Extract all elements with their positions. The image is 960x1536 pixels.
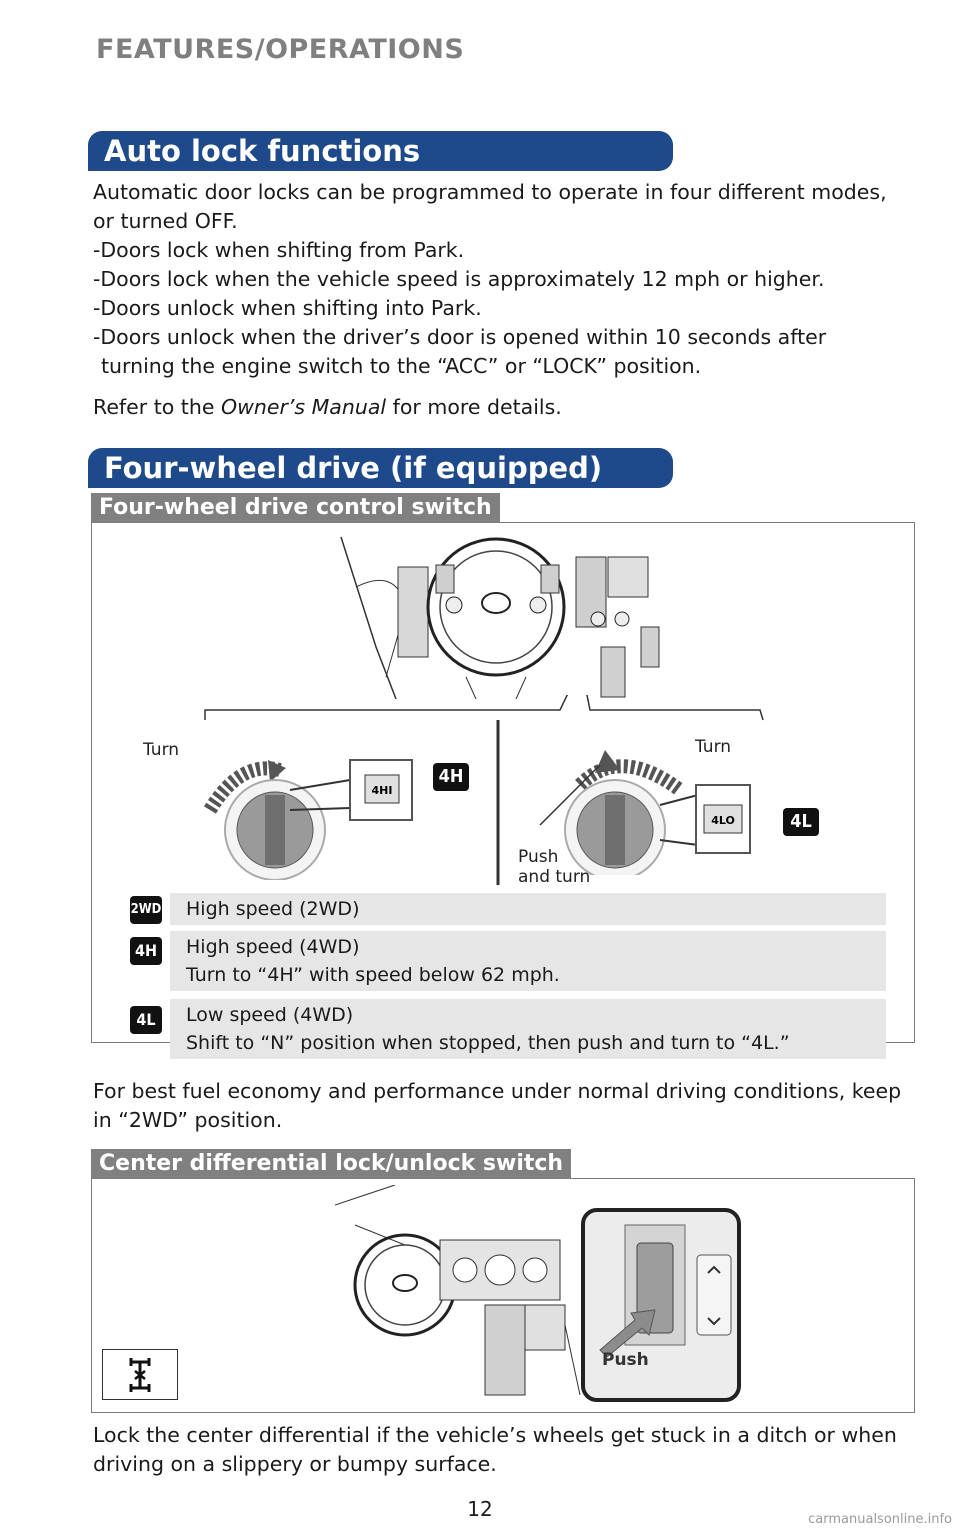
center-diff-lock-icon xyxy=(102,1349,178,1400)
badge-4l: 4L xyxy=(130,1006,162,1034)
refer-suffix: for more details. xyxy=(386,395,562,419)
four-wd-title: Four-wheel drive (if equipped) xyxy=(104,451,603,485)
mode-row-desc: Turn to “4H” with speed below 62 mph. xyxy=(186,964,560,986)
auto-lock-item: turning the engine switch to the “ACC” or “LOCK” position. xyxy=(101,354,702,378)
mode-row-title: High speed (2WD) xyxy=(186,898,360,920)
economy-note: For best fuel economy and performance under normal driving conditions, keep in “2WD” position. xyxy=(93,1079,902,1132)
page-number: 12 xyxy=(467,1497,493,1521)
turn-label-right: Turn xyxy=(695,737,732,757)
center-diff-illustration xyxy=(335,1185,755,1405)
auto-lock-banner xyxy=(88,131,673,171)
auto-lock-text xyxy=(93,178,893,422)
dial-4hi-text: 4HI xyxy=(371,784,393,797)
four-wd-banner xyxy=(88,448,673,488)
push-line2: and turn xyxy=(518,867,591,887)
badge-4h-large: 4H xyxy=(433,763,469,791)
push-and-turn-label xyxy=(518,847,590,887)
badge-4l-large: 4L xyxy=(783,808,819,836)
control-switch-heading: Four-wheel drive control switch xyxy=(91,493,500,523)
mode-row-4l xyxy=(170,999,886,1059)
refer-prefix: Refer to the xyxy=(93,395,221,419)
auto-lock-item: -Doors lock when the vehicle speed is approximately 12 mph or higher. xyxy=(93,267,825,291)
badge-2wd: 2WD xyxy=(130,896,162,924)
section-label: FEATURES/OPERATIONS xyxy=(96,34,465,65)
auto-lock-intro: Automatic door locks can be programmed to operate in four different modes, or turned OFF. xyxy=(93,180,887,233)
auto-lock-title: Auto lock functions xyxy=(104,134,421,168)
push-line1: Push xyxy=(518,847,559,867)
watermark: carmanualsonline.info xyxy=(808,1512,952,1527)
center-diff-heading: Center differential lock/unlock switch xyxy=(91,1149,571,1179)
center-diff-note: Lock the center differential if the vehicle’s wheels get stuck in a ditch or when driving on a slippery or bumpy surface. xyxy=(93,1423,897,1476)
center-diff-push-label: Push xyxy=(602,1350,649,1370)
mode-row-2wd xyxy=(170,893,886,925)
mode-row-desc: Shift to “N” position when stopped, then push and turn to “4L.” xyxy=(186,1032,790,1054)
dial-4lo-text: 4LO xyxy=(711,814,735,827)
mode-row-4h xyxy=(170,931,886,991)
badge-4h: 4H xyxy=(130,937,162,965)
turn-label-left: Turn xyxy=(143,740,180,760)
mode-row-title: High speed (4WD) xyxy=(186,936,360,958)
dashboard-illustration xyxy=(336,527,664,699)
diff-lock-symbol xyxy=(103,1350,177,1399)
mode-row-title: Low speed (4WD) xyxy=(186,1004,354,1026)
refer-manual: Owner’s Manual xyxy=(220,395,387,419)
auto-lock-item: -Doors unlock when the driver’s door is opened within 10 seconds after xyxy=(93,325,827,349)
auto-lock-item: -Doors unlock when shifting into Park. xyxy=(93,296,482,320)
auto-lock-refer xyxy=(93,393,893,422)
auto-lock-item: -Doors lock when shifting from Park. xyxy=(93,238,465,262)
dial-4hi-illustration xyxy=(190,750,430,880)
